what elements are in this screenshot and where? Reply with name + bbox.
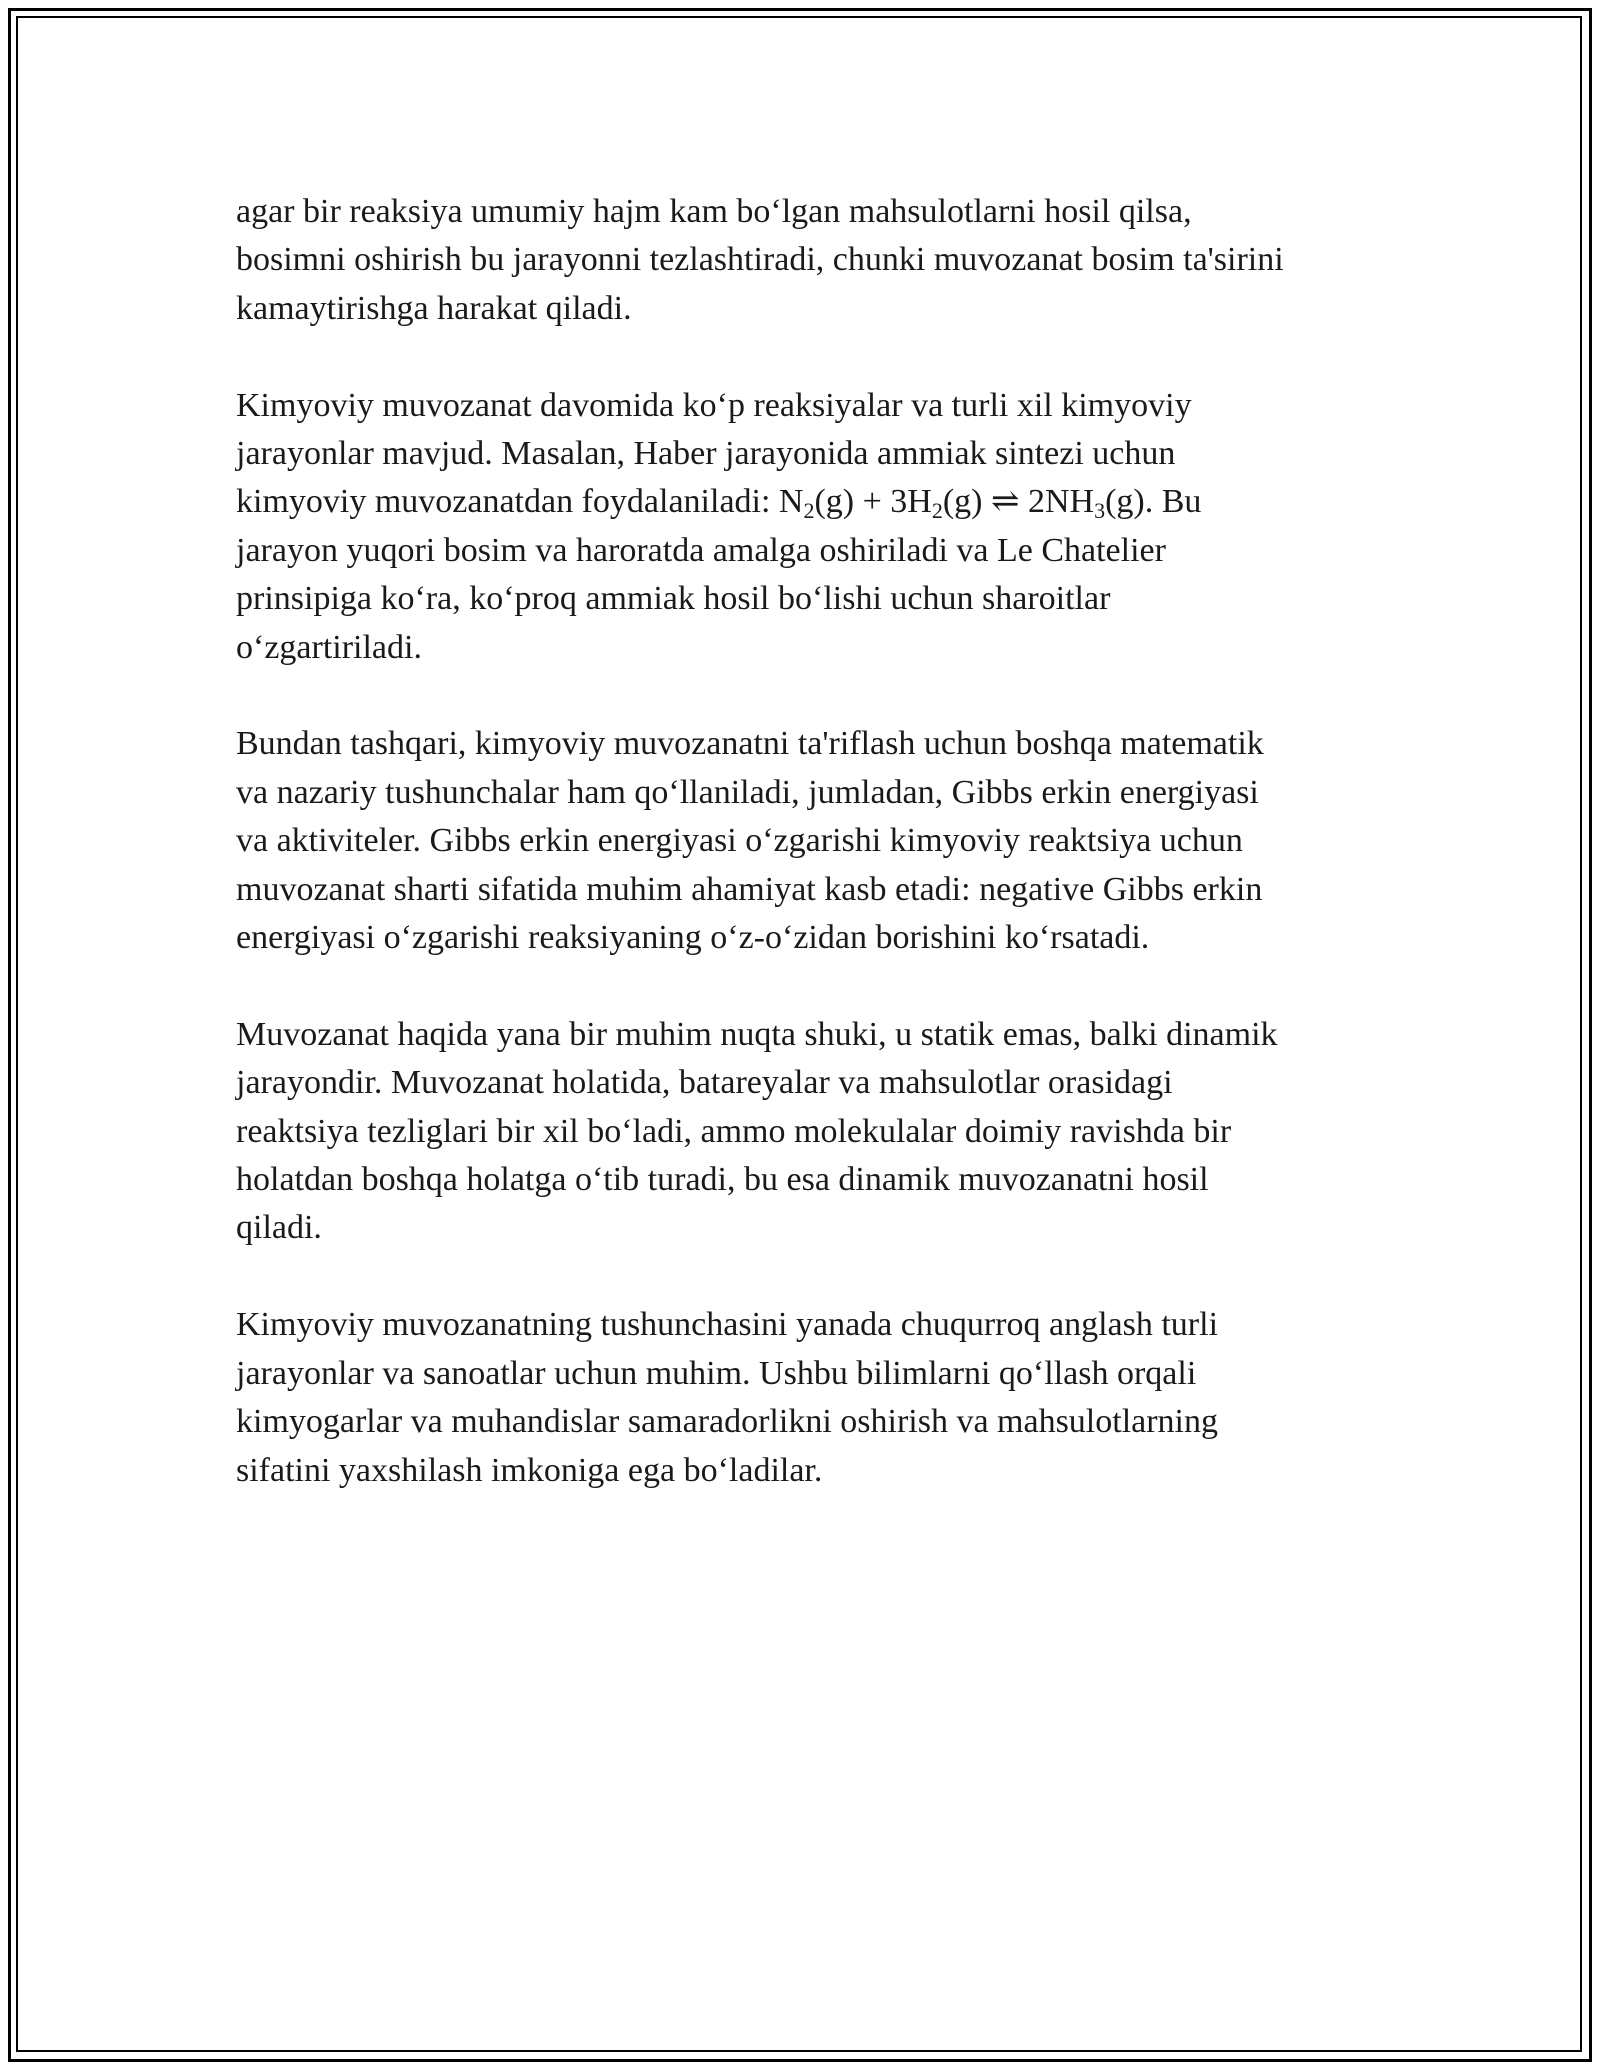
paragraph-3 [236,720,1386,962]
text-line: Kimyoviy muvozanatning tushunchasini yanada chuqurroq anglash turli [236,1306,1219,1344]
text-line: kimyogarlar va muhandislar samaradorlikni oshirish va mahsulotlarning [236,1403,1218,1441]
text-line: holatdan boshqa holatga o‘tib turadi, bu esa dinamik muvozanatni hosil [236,1161,1209,1199]
text-line: Bundan tashqari, kimyoviy muvozanatni ta'riflash uchun boshqa matematik [236,725,1264,763]
equation-prefix: kimyoviy muvozanatdan foydalaniladi: N [236,483,804,521]
subscript: 2 [931,498,943,524]
paragraph-5 [236,1301,1386,1495]
text-line: Muvozanat haqida yana bir muhim nuqta shuki, u statik emas, balki dinamik [236,1015,1278,1053]
document-body [236,188,1386,1543]
text-line: bosimni oshirish bu jarayonni tezlashtiradi, chunki muvozanat bosim ta'sirini [236,241,1284,279]
text-line: muvozanat sharti sifatida muhim ahamiyat kasb etadi: negative Gibbs erkin [236,870,1263,908]
text-line: reaktsiya tezliglari bir xil bo‘ladi, ammo molekulalar doimiy ravishda bir [236,1112,1232,1150]
text-line: o‘zgartiriladi. [236,628,422,666]
text-line: Kimyoviy muvozanat davomida ko‘p reaksiyalar va turli xil kimyoviy [236,386,1192,424]
text-line: qiladi. [236,1209,322,1247]
equation-part: (g) + 3H [814,483,932,521]
equation-suffix: (g). Bu [1105,483,1202,521]
text-line: kamaytirishga harakat qiladi. [236,289,632,327]
paragraph-2 [236,382,1386,672]
equation-line [236,483,1202,524]
text-line: prinsipiga ko‘ra, ko‘proq ammiak hosil bo‘lishi uchun sharoitlar [236,580,1111,618]
text-line: jarayonlar mavjud. Masalan, Haber jarayonida ammiak sintezi uchun [236,435,1176,473]
text-line: va nazariy tushunchalar ham qo‘llaniladi, jumladan, Gibbs erkin energiyasi [236,773,1259,811]
text-line: sifatini yaxshilash imkoniga ega bo‘ladilar. [236,1451,823,1489]
text-line: jarayon yuqori bosim va haroratda amalga oshiriladi va Le Chatelier [236,531,1166,569]
paragraph-1 [236,188,1386,333]
text-line: energiyasi o‘zgarishi reaksiyaning o‘z-o‘zidan borishini ko‘rsatadi. [236,919,1150,957]
equation-part: (g) ⇌ 2NH [942,483,1095,521]
subscript: 3 [1094,498,1106,524]
text-line: va aktiviteler. Gibbs erkin energiyasi o‘zgarishi kimyoviy reaktsiya uchun [236,822,1243,860]
paragraph-4 [236,1011,1386,1253]
text-line: jarayondir. Muvozanat holatida, batareyalar va mahsulotlar orasidagi [236,1064,1173,1102]
text-line: agar bir reaksiya umumiy hajm kam bo‘lgan mahsulotlarni hosil qilsa, [236,193,1192,230]
subscript: 2 [803,498,815,524]
text-line: jarayonlar va sanoatlar uchun muhim. Ushbu bilimlarni qo‘llash orqali [236,1354,1197,1392]
